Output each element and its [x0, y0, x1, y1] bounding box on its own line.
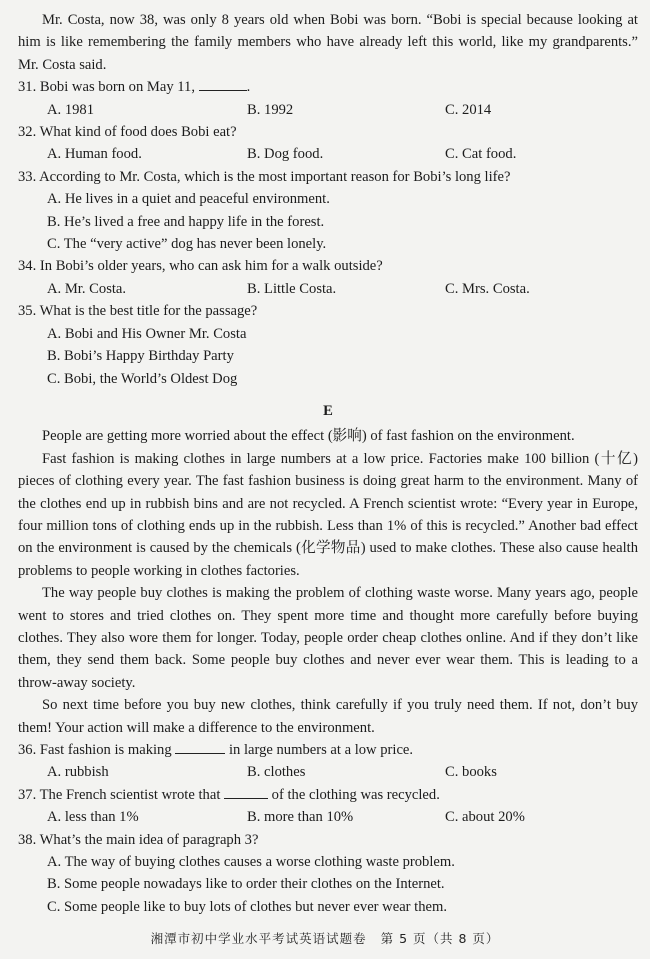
option-b: B. Little Costa. [247, 280, 337, 297]
question-38-options [18, 851, 638, 918]
option-a: A. 1981 [47, 101, 95, 118]
option-b: B. clothes [247, 764, 306, 781]
question-35: 35. What is the best title for the passage? [18, 303, 258, 320]
option-b: B. He’s lived a free and happy life in the forest. [47, 213, 325, 230]
option-c: C. about 20% [445, 809, 525, 826]
question-34: 34. In Bobi’s older years, who can ask him for a walk outside? [18, 258, 383, 275]
option-b: B. Dog food. [247, 146, 324, 163]
option-b: B. more than 10% [247, 809, 354, 826]
option-c: C. The “very active” dog has never been lonely. [47, 236, 327, 253]
option-c: C. books [445, 764, 497, 781]
option-b: B. 1992 [247, 101, 294, 118]
option-a: A. Bobi and His Owner Mr. Costa [47, 325, 247, 342]
question-35-options [18, 323, 638, 390]
option-a: A. less than 1% [47, 809, 139, 826]
question-32-options [18, 143, 638, 165]
answer-blank [175, 739, 225, 754]
option-c: C. Cat food. [445, 146, 517, 163]
question-31: 31. Bobi was born on May 11, . [18, 76, 638, 98]
question-34-options [18, 278, 638, 300]
question-32: 32. What kind of food does Bobi eat? [18, 124, 237, 141]
passage-e-paragraph-1: People are getting more worried about the effect (影响) of fast fashion on the environment. [42, 428, 575, 445]
option-b: B. Bobi’s Happy Birthday Party [47, 348, 234, 365]
option-b: B. Some people nowadays like to order their clothes on the Internet. [47, 876, 445, 893]
section-e-heading: E [323, 402, 333, 419]
page-content [18, 9, 638, 918]
option-c: C. Mrs. Costa. [445, 280, 530, 297]
question-33: 33. According to Mr. Costa, which is the most important reason for Bobi’s long life? [18, 168, 511, 185]
passage-e-paragraph-2: Fast fashion is making clothes in large numbers at a low price. Factories make 100 billion (十亿) pieces of clothing every year. The fast fashion business is doing great harm to the environment. Many of the clothes end up in rubbish bins and are not recycled. A French scientist wrote: “Every year in Europe, four million tons of clothing ends up in the rubbish. Less than 1% of this is recycled.” Another bad effect on the environment is caused by the chemicals (化学物品) used to make clothes. These also cause health problems to people working in clothes factories. [18, 450, 638, 579]
option-a: A. Mr. Costa. [47, 280, 127, 297]
passage-e-paragraph-4: So next time before you buy new clothes, think carefully if you truly need them. If not, don’t buy them! Your action will make a difference to the environment. [18, 697, 638, 736]
question-36: 36. Fast fashion is making in large numbers at a low price. [18, 739, 638, 761]
question-33-options [18, 188, 638, 255]
question-37: 37. The French scientist wrote that of the clothing was recycled. [18, 784, 638, 806]
option-c: C. 2014 [445, 101, 492, 118]
answer-blank [199, 76, 247, 91]
passage-e-paragraph-3: The way people buy clothes is making the problem of clothing waste worse. Many years ago, people went to stores and tried clothes on. They spent more time and thought more carefully before buying clothes. They also wore them for longer. Today, people order cheap clothes online. And if they don’t like them, they send them back. Some people buy clothes and never ever wear them. This is leading to a throw-away society. [18, 585, 638, 691]
option-c: C. Some people like to buy lots of clothes but never ever wear them. [47, 898, 448, 915]
option-a: A. The way of buying clothes causes a worse clothing waste problem. [47, 854, 455, 871]
question-37-options [18, 806, 638, 828]
page-footer [0, 928, 650, 950]
exam-title: 湘潭市初中学业水平考试英语试题卷 [150, 931, 367, 946]
option-a: A. rubbish [47, 764, 109, 781]
question-36-options [18, 761, 638, 783]
option-c: C. Bobi, the World’s Oldest Dog [47, 370, 238, 387]
page-number: 第 5 页（共 8 页） [380, 931, 500, 946]
question-38: 38. What’s the main idea of paragraph 3? [18, 831, 259, 848]
question-31-options [18, 99, 638, 121]
answer-blank [224, 784, 268, 799]
option-a: A. Human food. [47, 146, 142, 163]
option-a: A. He lives in a quiet and peaceful environment. [47, 191, 330, 208]
passage-d-final-paragraph: Mr. Costa, now 38, was only 8 years old when Bobi was born. “Bobi is special because looking at him is like remembering the family members who have already left this world, like my grandparents.” Mr. Costa said. [18, 12, 638, 73]
